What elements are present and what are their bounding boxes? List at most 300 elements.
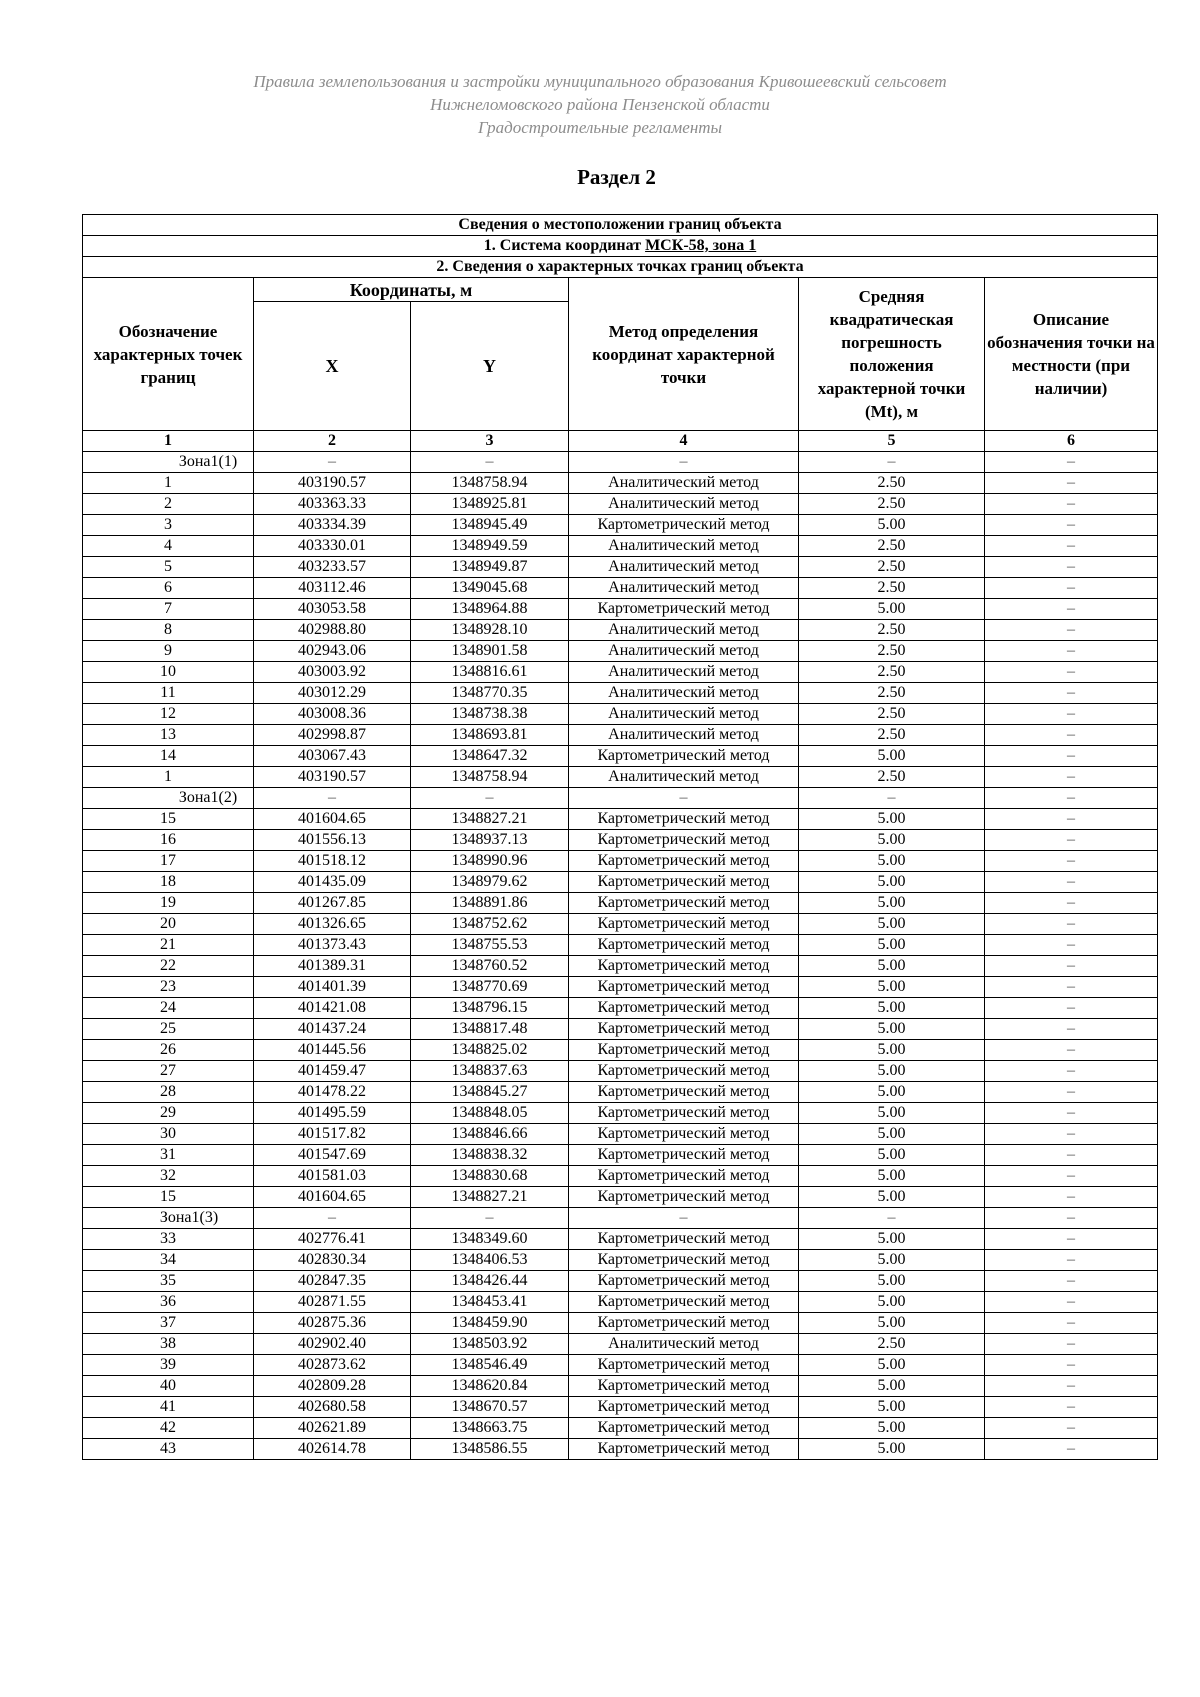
cell-method: Картометрический метод (569, 1355, 799, 1376)
cell-x: 402871.55 (254, 1292, 411, 1313)
cell-description: – (985, 956, 1158, 977)
cell-y: 1348406.53 (411, 1250, 569, 1271)
cell-error: 5.00 (799, 851, 985, 872)
cell-point: 4 (83, 536, 254, 557)
cell-error: 5.00 (799, 914, 985, 935)
table-row (83, 1061, 1158, 1082)
cell-x: 401267.85 (254, 893, 411, 914)
cell-y: 1348949.87 (411, 557, 569, 578)
cell-point: 21 (83, 935, 254, 956)
cell-point: 23 (83, 977, 254, 998)
cell-description: – (985, 1439, 1158, 1460)
cell-x: 402875.36 (254, 1313, 411, 1334)
cell-error: 5.00 (799, 809, 985, 830)
cell-x: 401478.22 (254, 1082, 411, 1103)
cell-method: Картометрический метод (569, 1292, 799, 1313)
cell-description: – (985, 1166, 1158, 1187)
cell-error: 2.50 (799, 473, 985, 494)
cell-point: 32 (83, 1166, 254, 1187)
table-row (83, 452, 1158, 473)
cell-x: 403003.92 (254, 662, 411, 683)
cell-point: 28 (83, 1082, 254, 1103)
cell-x: 401556.13 (254, 830, 411, 851)
cell-method: Картометрический метод (569, 998, 799, 1019)
cell-y: 1348928.10 (411, 620, 569, 641)
cell-method: Картометрический метод (569, 1418, 799, 1439)
boundary-points-table (82, 214, 1158, 1460)
cell-error: 5.00 (799, 1250, 985, 1271)
header-x: X (254, 302, 411, 431)
cell-point: 11 (83, 683, 254, 704)
cell-point: 1 (83, 473, 254, 494)
cell-x: 403363.33 (254, 494, 411, 515)
header-y: Y (411, 302, 569, 431)
cell-error: 5.00 (799, 1271, 985, 1292)
cell-x: 401518.12 (254, 851, 411, 872)
cell-point: 15 (83, 809, 254, 830)
coordinate-system (83, 236, 1158, 257)
cell-error: 5.00 (799, 1103, 985, 1124)
cell-method: Картометрический метод (569, 1166, 799, 1187)
cell-point: 27 (83, 1061, 254, 1082)
page-header (0, 70, 1200, 139)
header-point: Обозначение характерных точек границ (83, 278, 254, 431)
cell-error: 2.50 (799, 767, 985, 788)
cell-point: 12 (83, 704, 254, 725)
cell-description: – (985, 1145, 1158, 1166)
cell-point: 14 (83, 746, 254, 767)
cell-description: – (985, 1418, 1158, 1439)
cell-x: 401604.65 (254, 1187, 411, 1208)
cell-description: – (985, 830, 1158, 851)
cell-point: 3 (83, 515, 254, 536)
cell-point: 6 (83, 578, 254, 599)
cell-error: 5.00 (799, 1229, 985, 1250)
cell-method: Аналитический метод (569, 473, 799, 494)
cell-y: 1348979.62 (411, 872, 569, 893)
cell-method: Картометрический метод (569, 935, 799, 956)
cell-y: 1348770.35 (411, 683, 569, 704)
cell-point: 20 (83, 914, 254, 935)
cell-point: 41 (83, 1397, 254, 1418)
cell-method: Картометрический метод (569, 1145, 799, 1166)
cell-description: – (985, 851, 1158, 872)
table-row (83, 578, 1158, 599)
cell-point: 34 (83, 1250, 254, 1271)
cell-x: 401459.47 (254, 1061, 411, 1082)
cell-x: 403012.29 (254, 683, 411, 704)
cell-description: – (985, 578, 1158, 599)
cell-point: 16 (83, 830, 254, 851)
cell-description: – (985, 494, 1158, 515)
cell-error: 2.50 (799, 557, 985, 578)
header-line-2: Нижнеломовского района Пензенской области (430, 95, 770, 114)
cell-error: 5.00 (799, 1019, 985, 1040)
cell-description: – (985, 1187, 1158, 1208)
table-row (83, 1103, 1158, 1124)
cell-point: 9 (83, 641, 254, 662)
cell-x: 403233.57 (254, 557, 411, 578)
table-row (83, 872, 1158, 893)
cell-point: 15 (83, 1187, 254, 1208)
table-row (83, 1376, 1158, 1397)
cell-method: Картометрический метод (569, 893, 799, 914)
cell-y: 1348586.55 (411, 1439, 569, 1460)
cell-x: – (254, 788, 411, 809)
table-row (83, 1229, 1158, 1250)
cell-x: 402988.80 (254, 620, 411, 641)
cell-method: Картометрический метод (569, 851, 799, 872)
cell-point: 5 (83, 557, 254, 578)
cell-x: – (254, 1208, 411, 1229)
cell-error: 5.00 (799, 1082, 985, 1103)
cell-method: Картометрический метод (569, 599, 799, 620)
table-row (83, 599, 1158, 620)
cell-y: 1348758.94 (411, 473, 569, 494)
coordinate-system-label: 1. Система координат (483, 237, 646, 254)
cell-y: – (411, 788, 569, 809)
cell-x: 401389.31 (254, 956, 411, 977)
cell-x: 402998.87 (254, 725, 411, 746)
cell-description: – (985, 1355, 1158, 1376)
cell-x: 401401.39 (254, 977, 411, 998)
cell-x: 402680.58 (254, 1397, 411, 1418)
cell-y: 1348837.63 (411, 1061, 569, 1082)
cell-description: – (985, 515, 1158, 536)
cell-description: – (985, 1040, 1158, 1061)
cell-point: 36 (83, 1292, 254, 1313)
cell-description: – (985, 704, 1158, 725)
column-number: 1 (83, 431, 254, 452)
cell-point: 39 (83, 1355, 254, 1376)
cell-description: – (985, 1334, 1158, 1355)
cell-point: 13 (83, 725, 254, 746)
column-number: 3 (411, 431, 569, 452)
table-row (83, 977, 1158, 998)
cell-description: – (985, 536, 1158, 557)
cell-y: 1348838.32 (411, 1145, 569, 1166)
cell-x: 402809.28 (254, 1376, 411, 1397)
cell-point: 18 (83, 872, 254, 893)
cell-point: 38 (83, 1334, 254, 1355)
cell-y: 1348349.60 (411, 1229, 569, 1250)
table-row (83, 1418, 1158, 1439)
cell-method: Картометрический метод (569, 1082, 799, 1103)
cell-method: Аналитический метод (569, 767, 799, 788)
cell-description: – (985, 872, 1158, 893)
cell-y: 1348693.81 (411, 725, 569, 746)
cell-description: – (985, 557, 1158, 578)
cell-x: – (254, 452, 411, 473)
cell-point: Зона1(3) (83, 1208, 254, 1229)
cell-description: – (985, 809, 1158, 830)
cell-y: 1348964.88 (411, 599, 569, 620)
cell-point: 17 (83, 851, 254, 872)
table-row (83, 1313, 1158, 1334)
cell-y: 1348647.32 (411, 746, 569, 767)
cell-method: Аналитический метод (569, 557, 799, 578)
cell-error: – (799, 788, 985, 809)
table-row (83, 1439, 1158, 1460)
cell-point: 24 (83, 998, 254, 1019)
table-row (83, 704, 1158, 725)
cell-y: 1348796.15 (411, 998, 569, 1019)
header-description: Описание обозначения точки на местности (при наличии) (985, 278, 1158, 431)
table-row (83, 557, 1158, 578)
cell-description: – (985, 1292, 1158, 1313)
cell-method: Аналитический метод (569, 725, 799, 746)
cell-error: 5.00 (799, 1040, 985, 1061)
cell-x: 401547.69 (254, 1145, 411, 1166)
cell-description: – (985, 1208, 1158, 1229)
header-line-3: Градостроительные регламенты (477, 118, 723, 137)
cell-point: 19 (83, 893, 254, 914)
table-row (83, 788, 1158, 809)
cell-description: – (985, 599, 1158, 620)
cell-x: 402847.35 (254, 1271, 411, 1292)
cell-y: 1348891.86 (411, 893, 569, 914)
table-subtitle: 2. Сведения о характерных точках границ объекта (83, 257, 1158, 278)
table-row (83, 473, 1158, 494)
cell-method: Картометрический метод (569, 872, 799, 893)
cell-x: 402621.89 (254, 1418, 411, 1439)
cell-error: 5.00 (799, 1061, 985, 1082)
cell-method: – (569, 452, 799, 473)
cell-method: Аналитический метод (569, 536, 799, 557)
cell-y: – (411, 452, 569, 473)
cell-error: 2.50 (799, 1334, 985, 1355)
cell-description: – (985, 473, 1158, 494)
cell-y: 1348459.90 (411, 1313, 569, 1334)
cell-x: 402943.06 (254, 641, 411, 662)
cell-description: – (985, 914, 1158, 935)
cell-y: 1348827.21 (411, 809, 569, 830)
table-row (83, 1019, 1158, 1040)
column-number: 2 (254, 431, 411, 452)
header-method: Метод определения координат характерной точки (569, 278, 799, 431)
cell-y: – (411, 1208, 569, 1229)
cell-y: 1348817.48 (411, 1019, 569, 1040)
cell-method: Картометрический метод (569, 830, 799, 851)
column-number: 4 (569, 431, 799, 452)
cell-y: 1348945.49 (411, 515, 569, 536)
cell-x: 403334.39 (254, 515, 411, 536)
cell-error: 5.00 (799, 1313, 985, 1334)
cell-y: 1348620.84 (411, 1376, 569, 1397)
cell-description: – (985, 620, 1158, 641)
cell-method: Картометрический метод (569, 1019, 799, 1040)
cell-y: 1348901.58 (411, 641, 569, 662)
cell-y: 1348770.69 (411, 977, 569, 998)
cell-method: Картометрический метод (569, 1439, 799, 1460)
table-row (83, 1355, 1158, 1376)
header-error: Средняя квадратическая погрешность положения характерной точки (Mt), м (799, 278, 985, 431)
cell-y: 1348949.59 (411, 536, 569, 557)
cell-x: 402614.78 (254, 1439, 411, 1460)
cell-method: Картометрический метод (569, 956, 799, 977)
cell-error: 5.00 (799, 1124, 985, 1145)
cell-y: 1348830.68 (411, 1166, 569, 1187)
table-row (83, 998, 1158, 1019)
table-row (83, 746, 1158, 767)
cell-method: – (569, 1208, 799, 1229)
cell-point: 2 (83, 494, 254, 515)
cell-error: 5.00 (799, 872, 985, 893)
cell-error: 2.50 (799, 662, 985, 683)
table-row (83, 1397, 1158, 1418)
cell-x: 401435.09 (254, 872, 411, 893)
cell-point: 43 (83, 1439, 254, 1460)
cell-point: 37 (83, 1313, 254, 1334)
cell-error: 2.50 (799, 683, 985, 704)
cell-method: Картометрический метод (569, 1376, 799, 1397)
table-row (83, 1334, 1158, 1355)
table-row (83, 683, 1158, 704)
cell-method: Аналитический метод (569, 1334, 799, 1355)
cell-method: Аналитический метод (569, 704, 799, 725)
cell-x: 403112.46 (254, 578, 411, 599)
cell-error: 5.00 (799, 746, 985, 767)
cell-method: Аналитический метод (569, 662, 799, 683)
cell-description: – (985, 788, 1158, 809)
cell-point: 40 (83, 1376, 254, 1397)
cell-method: Аналитический метод (569, 578, 799, 599)
table-row (83, 893, 1158, 914)
cell-method: Картометрический метод (569, 1040, 799, 1061)
cell-point: Зона1(1) (83, 452, 254, 473)
cell-point: 31 (83, 1145, 254, 1166)
cell-method: Аналитический метод (569, 494, 799, 515)
cell-x: 402776.41 (254, 1229, 411, 1250)
header-coordinates: Координаты, м (254, 278, 569, 302)
cell-point: 8 (83, 620, 254, 641)
cell-error: 5.00 (799, 1166, 985, 1187)
cell-method: Картометрический метод (569, 1250, 799, 1271)
cell-y: 1348816.61 (411, 662, 569, 683)
cell-method: Картометрический метод (569, 515, 799, 536)
cell-error: 2.50 (799, 641, 985, 662)
cell-y: 1348503.92 (411, 1334, 569, 1355)
cell-y: 1348925.81 (411, 494, 569, 515)
cell-y: 1348663.75 (411, 1418, 569, 1439)
table-row (83, 809, 1158, 830)
cell-description: – (985, 683, 1158, 704)
coordinate-system-value: МСК-58, зона 1 (645, 237, 757, 254)
cell-x: 401445.56 (254, 1040, 411, 1061)
cell-error: 5.00 (799, 515, 985, 536)
cell-error: 2.50 (799, 620, 985, 641)
cell-description: – (985, 725, 1158, 746)
cell-description: – (985, 1250, 1158, 1271)
cell-error: – (799, 452, 985, 473)
cell-point: 1 (83, 767, 254, 788)
cell-method: Аналитический метод (569, 683, 799, 704)
column-number: 6 (985, 431, 1158, 452)
table-row (83, 767, 1158, 788)
table-row (83, 1082, 1158, 1103)
cell-error: 5.00 (799, 1439, 985, 1460)
cell-x: 403053.58 (254, 599, 411, 620)
cell-method: Аналитический метод (569, 620, 799, 641)
cell-point: Зона1(2) (83, 788, 254, 809)
cell-y: 1348760.52 (411, 956, 569, 977)
table-row (83, 662, 1158, 683)
cell-method: Картометрический метод (569, 1271, 799, 1292)
cell-description: – (985, 1229, 1158, 1250)
cell-error: 5.00 (799, 1418, 985, 1439)
cell-x: 402873.62 (254, 1355, 411, 1376)
table-row (83, 830, 1158, 851)
cell-y: 1348848.05 (411, 1103, 569, 1124)
table-row (83, 620, 1158, 641)
cell-y: 1348755.53 (411, 935, 569, 956)
cell-error: 5.00 (799, 1187, 985, 1208)
cell-point: 33 (83, 1229, 254, 1250)
table-row (83, 1292, 1158, 1313)
cell-error: 2.50 (799, 494, 985, 515)
cell-x: 403190.57 (254, 767, 411, 788)
cell-x: 403008.36 (254, 704, 411, 725)
cell-y: 1348670.57 (411, 1397, 569, 1418)
table-row (83, 851, 1158, 872)
cell-description: – (985, 1103, 1158, 1124)
table-row (83, 1250, 1158, 1271)
cell-method: Картометрический метод (569, 977, 799, 998)
cell-point: 29 (83, 1103, 254, 1124)
cell-point: 35 (83, 1271, 254, 1292)
cell-description: – (985, 1061, 1158, 1082)
table-row (83, 956, 1158, 977)
cell-y: 1348825.02 (411, 1040, 569, 1061)
cell-error: 2.50 (799, 725, 985, 746)
table-row (83, 1187, 1158, 1208)
cell-x: 402830.34 (254, 1250, 411, 1271)
cell-point: 30 (83, 1124, 254, 1145)
table-row (83, 935, 1158, 956)
cell-point: 26 (83, 1040, 254, 1061)
cell-x: 401517.82 (254, 1124, 411, 1145)
cell-x: 401421.08 (254, 998, 411, 1019)
cell-description: – (985, 641, 1158, 662)
table-row (83, 725, 1158, 746)
section-title: Раздел 2 (577, 165, 656, 189)
cell-description: – (985, 935, 1158, 956)
cell-description: – (985, 1019, 1158, 1040)
cell-error: – (799, 1208, 985, 1229)
cell-description: – (985, 1313, 1158, 1334)
cell-error: 2.50 (799, 704, 985, 725)
cell-error: 5.00 (799, 1376, 985, 1397)
cell-point: 25 (83, 1019, 254, 1040)
cell-description: – (985, 998, 1158, 1019)
header-line-1: Правила землепользования и застройки муниципального образования Кривошеевский сельсовет (253, 72, 947, 91)
cell-x: 402902.40 (254, 1334, 411, 1355)
cell-error: 5.00 (799, 599, 985, 620)
cell-x: 401326.65 (254, 914, 411, 935)
cell-x: 403330.01 (254, 536, 411, 557)
cell-x: 401495.59 (254, 1103, 411, 1124)
table-row (83, 914, 1158, 935)
table-title: Сведения о местоположении границ объекта (83, 215, 1158, 236)
cell-description: – (985, 1124, 1158, 1145)
cell-y: 1348453.41 (411, 1292, 569, 1313)
cell-error: 5.00 (799, 977, 985, 998)
cell-method: Картометрический метод (569, 746, 799, 767)
table-row (83, 1208, 1158, 1229)
cell-y: 1348990.96 (411, 851, 569, 872)
cell-description: – (985, 1376, 1158, 1397)
cell-y: 1348845.27 (411, 1082, 569, 1103)
